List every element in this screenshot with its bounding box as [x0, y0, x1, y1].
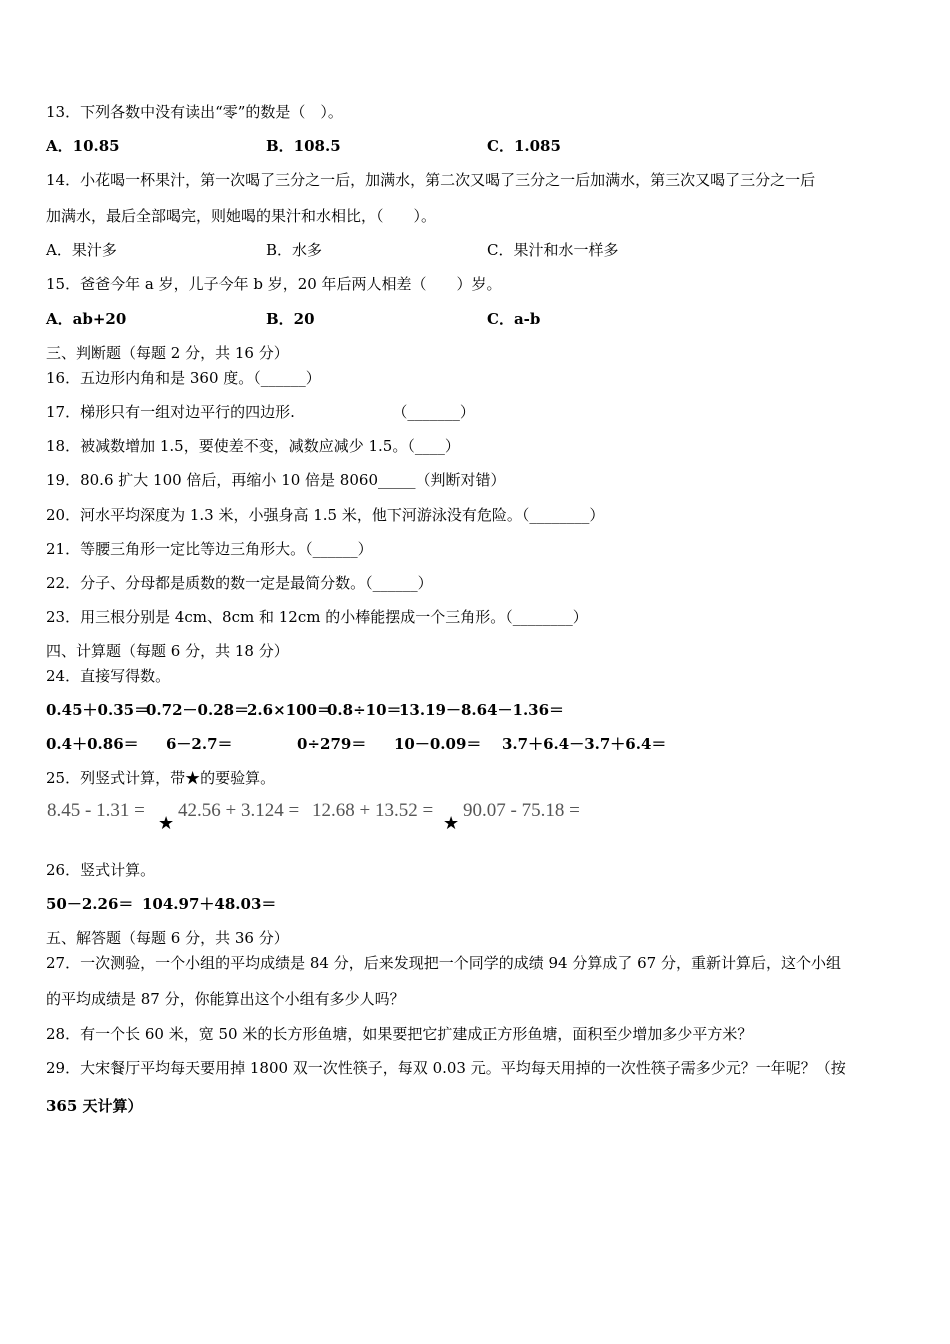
q25-expression: 8.45 - 1.31 = — [47, 800, 145, 821]
q24-row2-item: 10－0.09＝ — [394, 735, 482, 753]
q13-option-c: C．1.085 — [487, 137, 561, 155]
section-4-heading: 四、计算题（每题 6 分，共 18 分） — [46, 642, 289, 660]
q14-option-c: C．果汁和水一样多 — [487, 241, 619, 259]
q13-option-a: A．10.85 — [46, 137, 120, 155]
q25-expression: 12.68 + 13.52 = — [312, 800, 434, 821]
q15-stem: 15．爸爸今年 a 岁，儿子今年 b 岁，20 年后两人相差（ ）岁。 — [46, 275, 502, 293]
q27-line2: 的平均成绩是 87 分，你能算出这个小组有多少人吗？ — [46, 990, 405, 1008]
q24-row1-item: 2.6×100＝ — [247, 701, 332, 719]
star-icon: ★ — [158, 813, 175, 834]
q24-row1-item: 0.45＋0.35＝ — [46, 701, 150, 719]
judge-item-22: 22．分子、分母都是质数的数一定是最简分数。（______） — [46, 574, 433, 592]
q28-stem: 28．有一个长 60 米，宽 50 米的长方形鱼塘，如果要把它扩建成正方形鱼塘，面积至少增加多少平方米？ — [46, 1025, 753, 1043]
judge-item-16: 16．五边形内角和是 360 度。（______） — [46, 369, 321, 387]
q25-expression: 90.07 - 75.18 = — [463, 800, 580, 821]
section-3-heading: 三、判断题（每题 2 分，共 16 分） — [46, 344, 289, 362]
q24-row1-item: 0.72－0.28＝ — [146, 701, 250, 719]
q24-row1-item: 0.8÷10＝ — [327, 701, 402, 719]
q24-row1-item: 13.19－8.64－1.36＝ — [399, 701, 565, 719]
q27-line1: 27．一次测验，一个小组的平均成绩是 84 分，后来发现把一个同学的成绩 94 分算成了 67 分，重新计算后，这个小组 — [46, 954, 841, 972]
q13-stem: 13．下列各数中没有读出“零”的数是（ ）。 — [46, 103, 343, 121]
q25-stem: 25．列竖式计算，带★的要验算。 — [46, 769, 276, 787]
q14-option-b: B．水多 — [266, 241, 323, 259]
q15-option-b: B．20 — [266, 310, 315, 328]
judge-item-17: 17．梯形只有一组对边平行的四边形. （_______） — [46, 403, 475, 421]
q15-option-a: A．ab+20 — [46, 310, 127, 328]
section-5-heading: 五、解答题（每题 6 分，共 36 分） — [46, 929, 289, 947]
judge-item-21: 21．等腰三角形一定比等边三角形大。（______） — [46, 540, 373, 558]
q26-item: 50－2.26＝ — [46, 895, 134, 913]
q26-stem: 26．竖式计算。 — [46, 861, 156, 879]
q29-line2: 365 天计算） — [46, 1097, 143, 1115]
q24-row2-item: 0.4＋0.86＝ — [46, 735, 139, 753]
q25-expression: 42.56 + 3.124 = — [178, 800, 300, 821]
q15-option-c: C．a-b — [487, 310, 541, 328]
q14-option-a: A．果汁多 — [46, 241, 117, 259]
judge-item-19: 19．80.6 扩大 100 倍后，再缩小 10 倍是 8060_____（判断对错） — [46, 471, 506, 489]
q24-row2-item: 0÷279＝ — [297, 735, 367, 753]
judge-item-23: 23．用三根分别是 4cm、8cm 和 12cm 的小棒能摆成一个三角形。（________） — [46, 608, 588, 626]
q14-stem-line1: 14．小花喝一杯果汁，第一次喝了三分之一后，加满水，第二次又喝了三分之一后加满水，第三次又喝了三分之一后 — [46, 171, 816, 189]
q24-row2-item: 3.7＋6.4－3.7＋6.4＝ — [502, 735, 667, 753]
q13-option-b: B．108.5 — [266, 137, 341, 155]
q14-stem-line2: 加满水，最后全部喝完，则她喝的果汁和水相比，（ ）。 — [46, 207, 437, 225]
judge-item-20: 20．河水平均深度为 1.3 米，小强身高 1.5 米，他下河游泳没有危险。（________） — [46, 506, 605, 524]
star-icon: ★ — [443, 813, 460, 834]
q24-stem: 24．直接写得数。 — [46, 667, 171, 685]
q26-item: 104.97＋48.03＝ — [142, 895, 277, 913]
judge-item-18: 18．被减数增加 1.5，要使差不变，减数应减少 1.5。（____） — [46, 437, 460, 455]
q24-row2-item: 6－2.7＝ — [166, 735, 233, 753]
q29-line1: 29．大宋餐厅平均每天要用掉 1800 双一次性筷子，每双 0.03 元。平均每天用掉的一次性筷子需多少元？一年呢？（按 — [46, 1059, 846, 1077]
